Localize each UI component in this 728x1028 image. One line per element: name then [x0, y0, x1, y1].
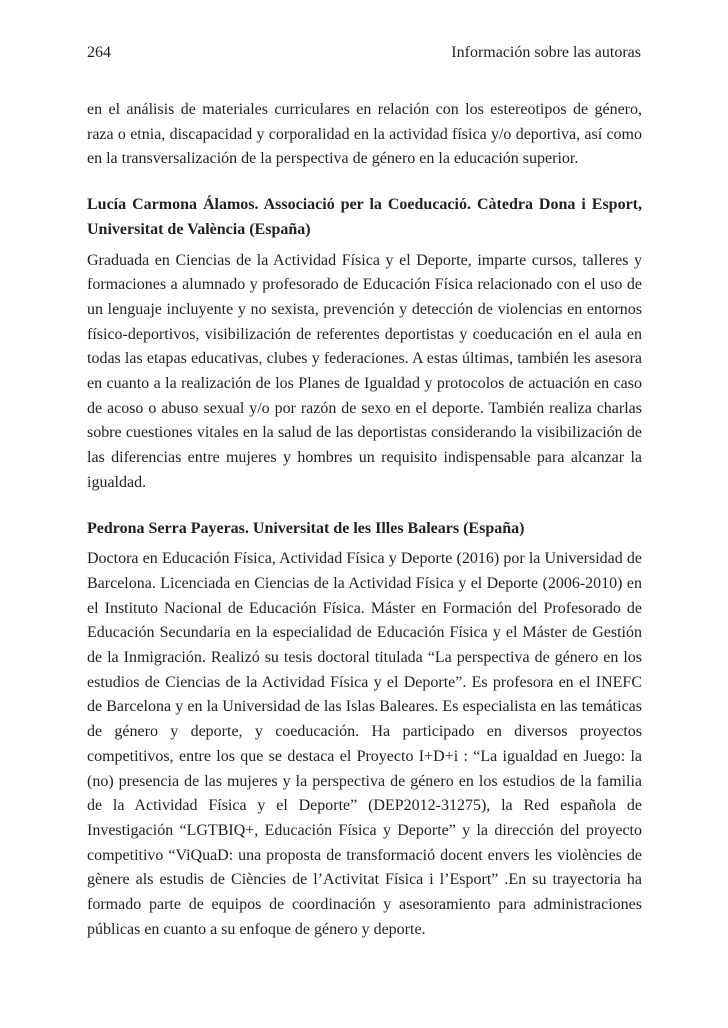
- author-heading-serra: Pedrona Serra Payeras. Universitat de les Illes Balears (España): [87, 519, 525, 537]
- author-heading-carmona: Lucía Carmona Álamos. Associació per la Coeducació. Càtedra Dona i Esport, Universitat de València (España): [87, 196, 642, 238]
- author-bio-serra: Doctora en Educación Física, Actividad Física y Deporte (2016) por la Universidad de Barcelona. Licenciada en Ciencias de la Actividad Física y el Deporte (2006-2010) en el Instituto Nacional de Educación Física. Máster en Formación del Profesorado de Educación Secundaria en la especialidad de Educación Física y el Máster de Gestión de la Inmigración. Realizó su tesis doctoral titulada “La perspectiva de género en los estudios de Ciencias de la Actividad Física y el Deporte”. Es profesora en el INEFC de Barcelona y en la Universidad de las Islas Baleares. Es especialista en las temáticas de género y deporte, y coeducación. Ha participado en diversos proyectos competitivos, entre los que se destaca el Proyecto I+D+i : “La igualdad en Juego: la (no) presencia de las mujeres y la perspectiva de género en los estudios de la familia de la Actividad Física y el Deporte” (DEP2012-31275), la Red española de Investigación “LGTBIQ+, Educación Física y Deporte” y la dirección del proyecto competitivo “ViQuaD: una proposta de transformació docent envers les violències de gènere als estudis de Ciències de l’Activitat Física i l’Esport” .En su trayectoria ha formado parte de equipos de coordinación y asesoramiento para administraciones públicas en cuanto a su enfoque de género y deporte.: [87, 550, 642, 938]
- page-body: [87, 98, 642, 943]
- intro-paragraph: en el análisis de materiales curriculares en relación con los estereotipos de género, raza o etnia, discapacidad y corporalidad en la actividad física y/o deportiva, así como en la transversalización de la perspectiva de género en la educación superior.: [87, 101, 642, 168]
- author-bio-carmona: Graduada en Ciencias de la Actividad Física y el Deporte, imparte cursos, talleres y formaciones a alumnado y profesorado de Educación Física relacionado con el uso de un lenguaje incluyente y no sexista, prevención y detección de violencias en entornos físico-deportivos, visibilización de referentes deportistas y coeducación en el aula en todas las etapas educativas, clubes y federaciones. A estas últimas, también les asesora en cuanto a la realización de los Planes de Igualdad y protocolos de actuación en caso de acoso o abuso sexual y/o por razón de sexo en el deporte. También realiza charlas sobre cuestiones vitales en la salud de las deportistas considerando la visibilización de las diferencias entre mujeres y hombres un requisito indispensable para alcanzar la igualdad.: [87, 251, 642, 491]
- page-header: [87, 44, 641, 68]
- page-number: 264: [87, 44, 111, 61]
- running-head: Información sobre las autoras: [451, 44, 641, 61]
